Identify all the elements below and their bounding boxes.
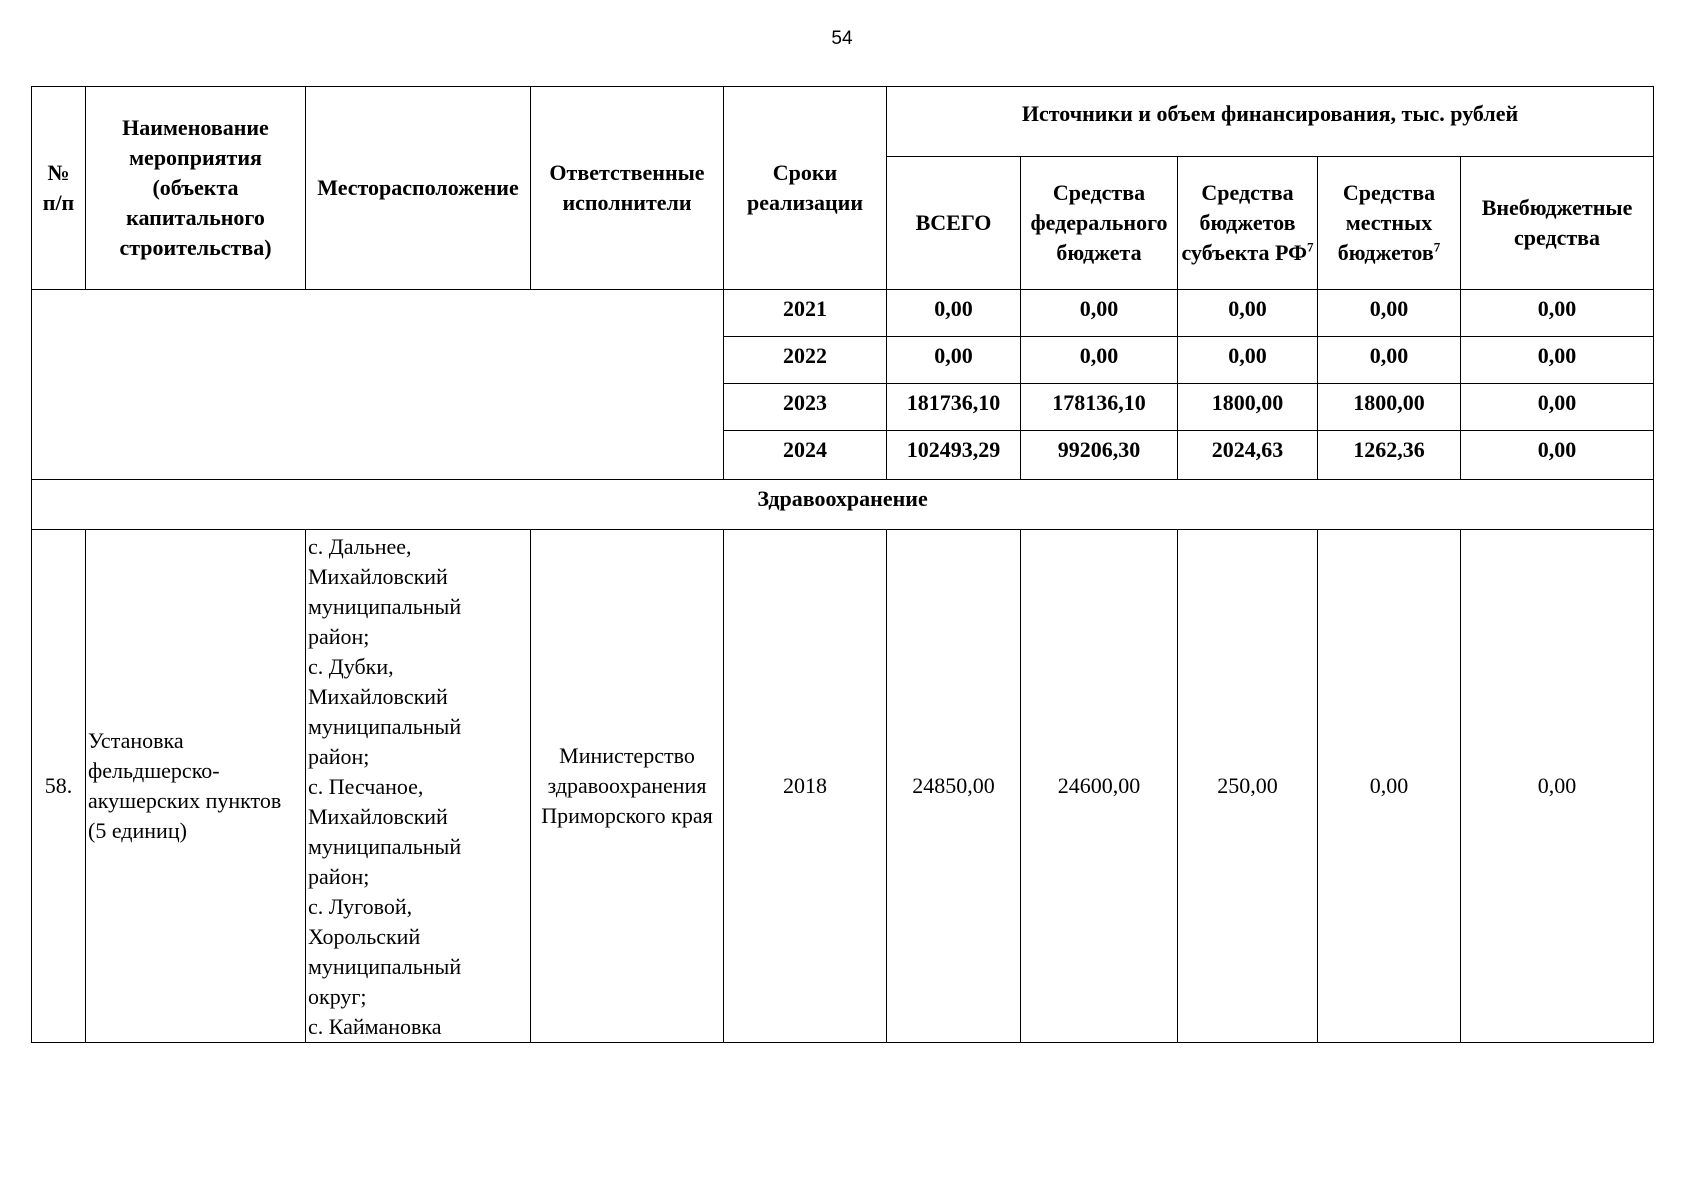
federal-cell: 99206,30	[1021, 431, 1178, 480]
location-line: с. Луговой,	[308, 894, 413, 919]
federal-cell: 24600,00	[1021, 530, 1178, 1043]
location-line: муниципальный	[308, 954, 462, 979]
header-executors: Ответственные исполнители	[531, 87, 724, 290]
total-cell: 181736,10	[887, 384, 1021, 431]
regional-cell: 1800,00	[1178, 384, 1318, 431]
header-financing: Источники и объем финансирования, тыс. рублей	[887, 87, 1654, 157]
location-line: с. Каймановка	[308, 1014, 442, 1039]
extra-cell: 0,00	[1461, 530, 1654, 1043]
total-cell: 0,00	[887, 337, 1021, 384]
row-number: 58.	[32, 530, 86, 1043]
location-line: с. Дальнее,	[308, 534, 412, 559]
total-cell: 102493,29	[887, 431, 1021, 480]
header-federal: Средства федерального бюджета	[1021, 157, 1178, 290]
location-line: Михайловский	[308, 564, 448, 589]
location-cell	[306, 530, 531, 1043]
executor-cell: Министерство здравоохранения Приморского края	[531, 530, 724, 1043]
location-line: округ;	[308, 984, 367, 1009]
federal-cell: 178136,10	[1021, 384, 1178, 431]
year-cell: 2023	[724, 384, 887, 431]
extra-cell: 0,00	[1461, 337, 1654, 384]
regional-cell: 250,00	[1178, 530, 1318, 1043]
year-cell: 2024	[724, 431, 887, 480]
header-regional-text: Средства бюджетов субъекта РФ	[1181, 180, 1307, 265]
local-cell: 0,00	[1318, 290, 1461, 337]
empty-merged-cell	[32, 290, 724, 480]
header-terms: Сроки реализации	[724, 87, 887, 290]
header-extra: Внебюджетные средства	[1461, 157, 1654, 290]
section-title: Здравоохранение	[32, 480, 1654, 530]
header-num: № п/п	[32, 87, 86, 290]
extra-cell: 0,00	[1461, 384, 1654, 431]
header-total: ВСЕГО	[887, 157, 1021, 290]
location-line: Хорольский	[308, 924, 421, 949]
header-regional-footnote: 7	[1306, 239, 1314, 255]
header-name: Наименование мероприятия (объекта капитального строительства)	[86, 87, 306, 290]
page-number: 54	[831, 28, 853, 49]
location-line: Михайловский	[308, 804, 448, 829]
total-cell: 24850,00	[887, 530, 1021, 1043]
year-row	[32, 290, 1654, 337]
local-cell: 0,00	[1318, 530, 1461, 1043]
local-cell: 0,00	[1318, 337, 1461, 384]
federal-cell: 0,00	[1021, 337, 1178, 384]
header-local	[1318, 157, 1461, 290]
location-line: с. Дубки,	[308, 654, 394, 679]
location-line: с. Песчаное,	[308, 774, 424, 799]
header-local-text: Средства местных бюджетов	[1337, 180, 1436, 265]
location-line: район;	[308, 744, 370, 769]
location-line: муниципальный	[308, 594, 462, 619]
event-name: Установка фельдшерско-акушерских пунктов (5 единиц)	[86, 530, 306, 1043]
year-cell: 2018	[724, 530, 887, 1043]
extra-cell: 0,00	[1461, 431, 1654, 480]
federal-cell: 0,00	[1021, 290, 1178, 337]
regional-cell: 0,00	[1178, 290, 1318, 337]
regional-cell: 0,00	[1178, 337, 1318, 384]
location-line: район;	[308, 864, 370, 889]
regional-cell: 2024,63	[1178, 431, 1318, 480]
year-cell: 2021	[724, 290, 887, 337]
extra-cell: 0,00	[1461, 290, 1654, 337]
location-lines	[308, 532, 528, 1042]
table-row	[32, 530, 1654, 1043]
location-line: Михайловский	[308, 684, 448, 709]
financing-table	[31, 86, 1654, 1043]
header-location: Месторасположение	[306, 87, 531, 290]
header-regional	[1178, 157, 1318, 290]
header-local-footnote: 7	[1433, 239, 1441, 255]
location-line: район;	[308, 624, 370, 649]
location-line: муниципальный	[308, 834, 462, 859]
local-cell: 1262,36	[1318, 431, 1461, 480]
local-cell: 1800,00	[1318, 384, 1461, 431]
total-cell: 0,00	[887, 290, 1021, 337]
year-cell: 2022	[724, 337, 887, 384]
location-line: муниципальный	[308, 714, 462, 739]
